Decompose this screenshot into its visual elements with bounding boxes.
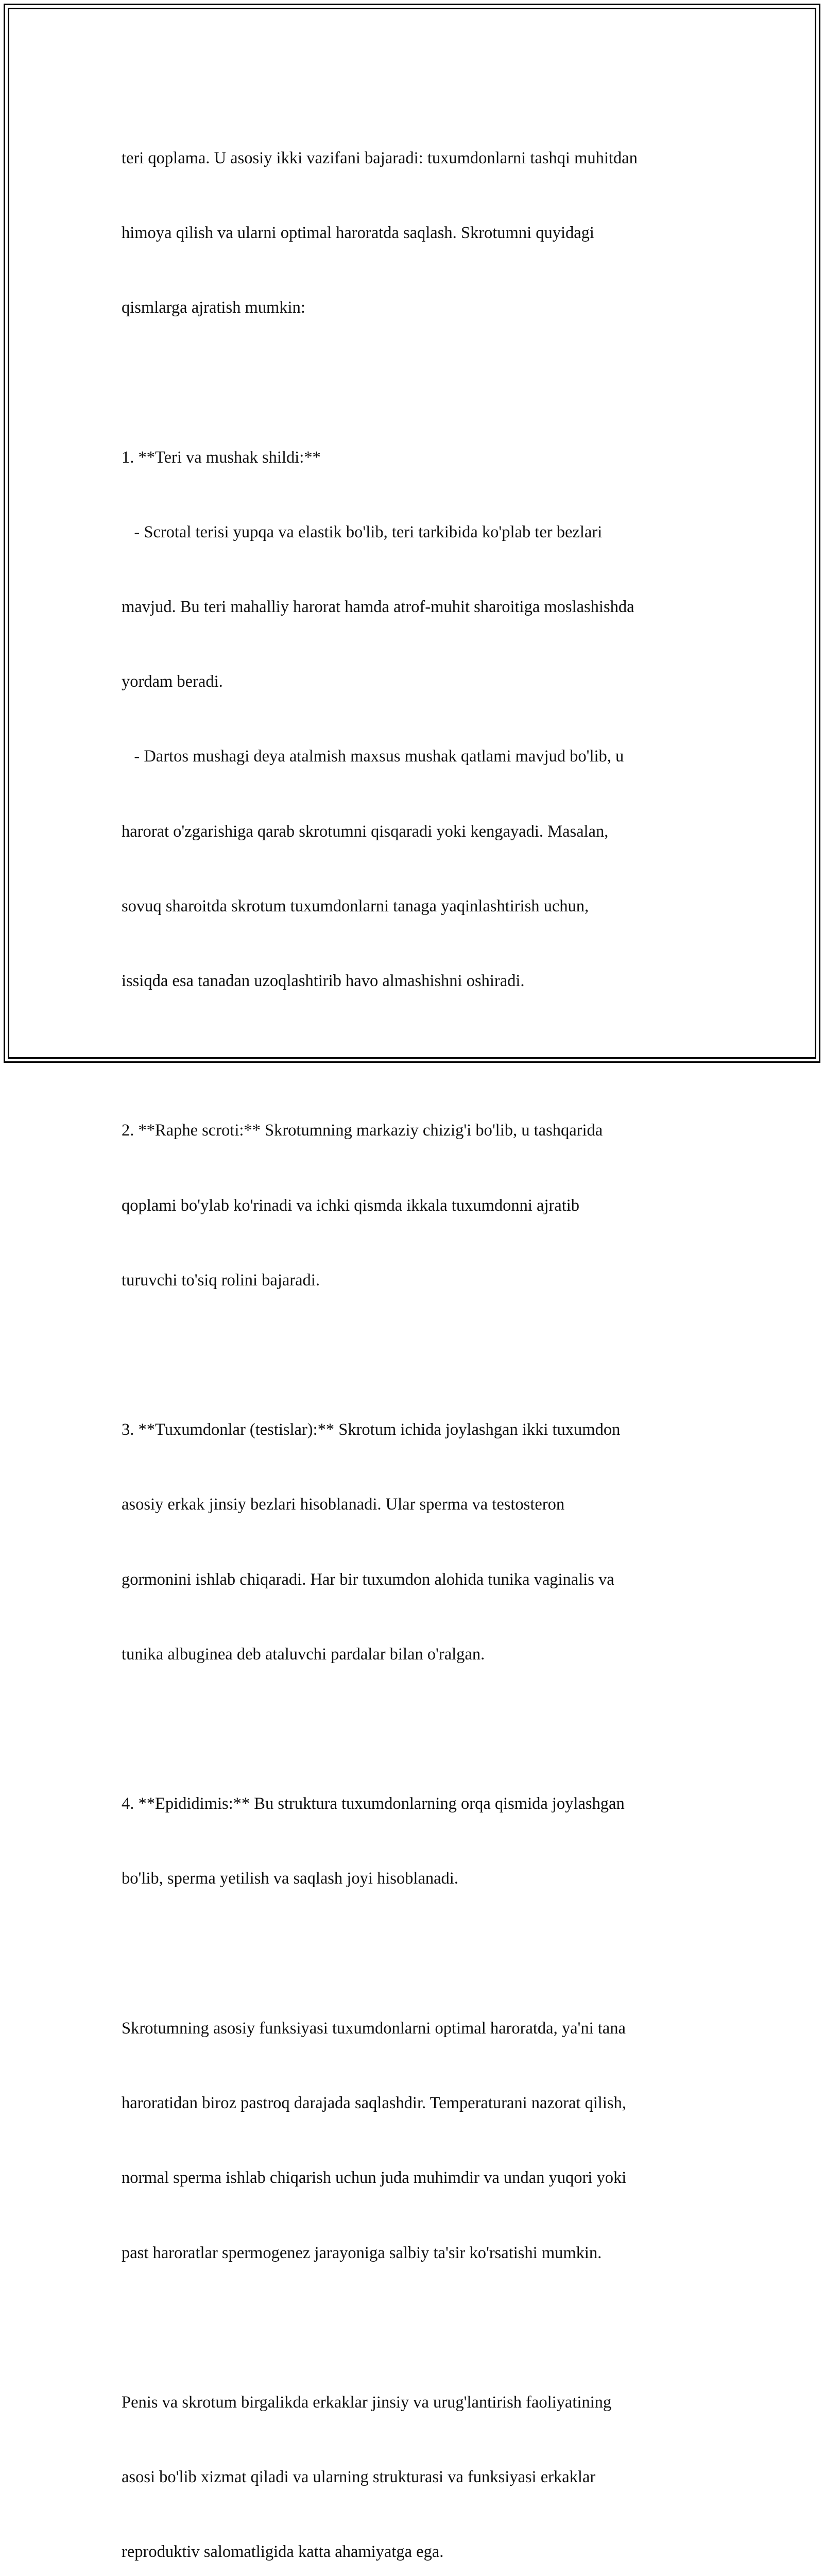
paragraph-line: haroratidan biroz pastroq darajada saqlashdir. Temperaturani nazorat qilish,: [122, 2094, 626, 2113]
section-item-3: 3. **Tuxumdonlar (testislar):** Skrotum ichida joylashgan ikki tuxumdon: [122, 1420, 621, 1439]
blank-line: [122, 1717, 729, 1741]
paragraph-line: reproduktiv salomatligida katta ahamiyatga ega.: [122, 2543, 444, 2562]
text-line: - Scrotal terisi yupqa va elastik bo'lib, teri tarkibida ko'plab ter bezlari: [122, 522, 603, 541]
text-line: asosiy erkak jinsiy bezlari hisoblanadi. Ular sperma va testosteron: [122, 1495, 565, 1514]
blank-line: [122, 1941, 729, 1966]
text-line: harorat o'zgarishiga qarab skrotumni qisqaradi yoki kengayadi. Masalan,: [122, 822, 609, 841]
text-line: turuvchi to'siq rolini bajaradi.: [122, 1270, 320, 1290]
text-line: qismlarga ajratish mumkin:: [122, 298, 305, 317]
paragraph-line: asosi bo'lib xizmat qiladi va ularning strukturasi va funksiyasi erkaklar: [122, 2468, 596, 2487]
text-line: issiqda esa tanadan uzoqlashtirib havo almashishni oshiradi.: [122, 972, 525, 991]
text-line: himoya qilish va ularni optimal haroratda saqlash. Skrotumni quyidagi: [122, 224, 594, 243]
text-line: mavjud. Bu teri mahalliy harorat hamda atrof-muhit sharoitiga moslashishda: [122, 598, 634, 617]
text-line: gormonini ishlab chiqaradi. Har bir tuxumdon alohida tunika vaginalis va: [122, 1570, 614, 1589]
paragraph-line: past haroratlar spermogenez jarayoniga salbiy ta'sir ko'rsatishi mumkin.: [122, 2243, 602, 2262]
section-item-2: 2. **Raphe scroti:** Skrotumning markaziy chizig'i bo'lib, u tashqarida: [122, 1121, 603, 1140]
text-line: teri qoplama. U asosiy ikki vazifani bajaradi: tuxumdonlarni tashqi muhitdan: [122, 148, 638, 167]
text-line: tunika albuginea deb ataluvchi pardalar bilan o'ralgan.: [122, 1645, 485, 1664]
text-line: qoplami bo'ylab ko'rinadi va ichki qismda ikkala tuxumdonni ajratib: [122, 1196, 580, 1215]
section-item-4: 4. **Epididimis:** Bu struktura tuxumdonlarning orqa qismida joylashgan: [122, 1794, 625, 1814]
text-line: yordam beradi.: [122, 672, 223, 691]
document-body: [122, 96, 729, 2576]
blank-line: [122, 2315, 729, 2340]
text-line: bo'lib, sperma yetilish va saqlash joyi hisoblanadi.: [122, 1869, 458, 1888]
blank-line: [122, 1043, 729, 1068]
paragraph-line: Penis va skrotum birgalikda erkaklar jinsiy va urug'lantirish faoliyatining: [122, 2393, 612, 2412]
blank-line: [122, 370, 729, 395]
text-line: - Dartos mushagi deya atalmish maxsus mushak qatlami mavjud bo'lib, u: [122, 747, 624, 766]
paragraph-line: normal sperma ishlab chiqarish uchun juda muhimdir va undan yuqori yoki: [122, 2168, 627, 2188]
text-line: sovuq sharoitda skrotum tuxumdonlarni tanaga yaqinlashtirish uchun,: [122, 896, 589, 916]
section-heading-1: 1. **Teri va mushak shildi:**: [122, 448, 321, 467]
blank-line: [122, 1343, 729, 1367]
paragraph-line: Skrotumning asosiy funksiyasi tuxumdonlarni optimal haroratda, ya'ni tana: [122, 2019, 626, 2038]
